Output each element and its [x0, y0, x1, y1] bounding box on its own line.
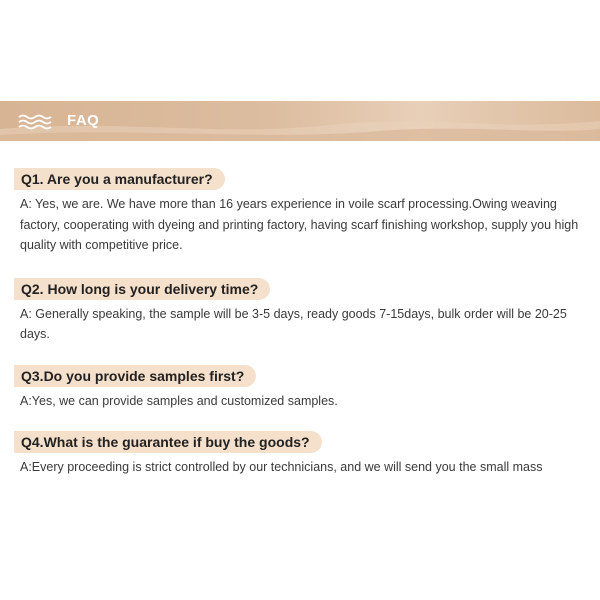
- faq-question: Q1. Are you a manufacturer?: [14, 168, 225, 190]
- faq-list: [0, 168, 600, 478]
- faq-answer: A:Every proceeding is strict controlled by our technicians, and we will send you the small mass: [20, 460, 543, 474]
- faq-answer: A:Yes, we can provide samples and customized samples.: [20, 393, 338, 408]
- faq-question: Q2. How long is your delivery time?: [14, 278, 270, 300]
- waves-icon: [18, 113, 54, 131]
- faq-answer: A: Yes, we are. We have more than 16 years experience in voile scarf processing.Owing weaving factory, cooperating with dyeing and printing factory, having scarf finishing workshop, supply you high quality with competitive price.: [20, 197, 579, 252]
- faq-answer: A: Generally speaking, the sample will be 3-5 days, ready goods 7-15days, bulk order will be 20-25 days.: [20, 306, 567, 341]
- faq-question: Q3.Do you provide samples first?: [14, 365, 256, 387]
- faq-banner: [0, 101, 600, 141]
- faq-item: [14, 168, 600, 256]
- faq-question: Q4.What is the guarantee if buy the goods?: [14, 431, 322, 453]
- faq-title: FAQ: [67, 112, 100, 129]
- faq-item: [14, 431, 600, 478]
- faq-item: [14, 278, 600, 345]
- faq-item: [14, 365, 600, 412]
